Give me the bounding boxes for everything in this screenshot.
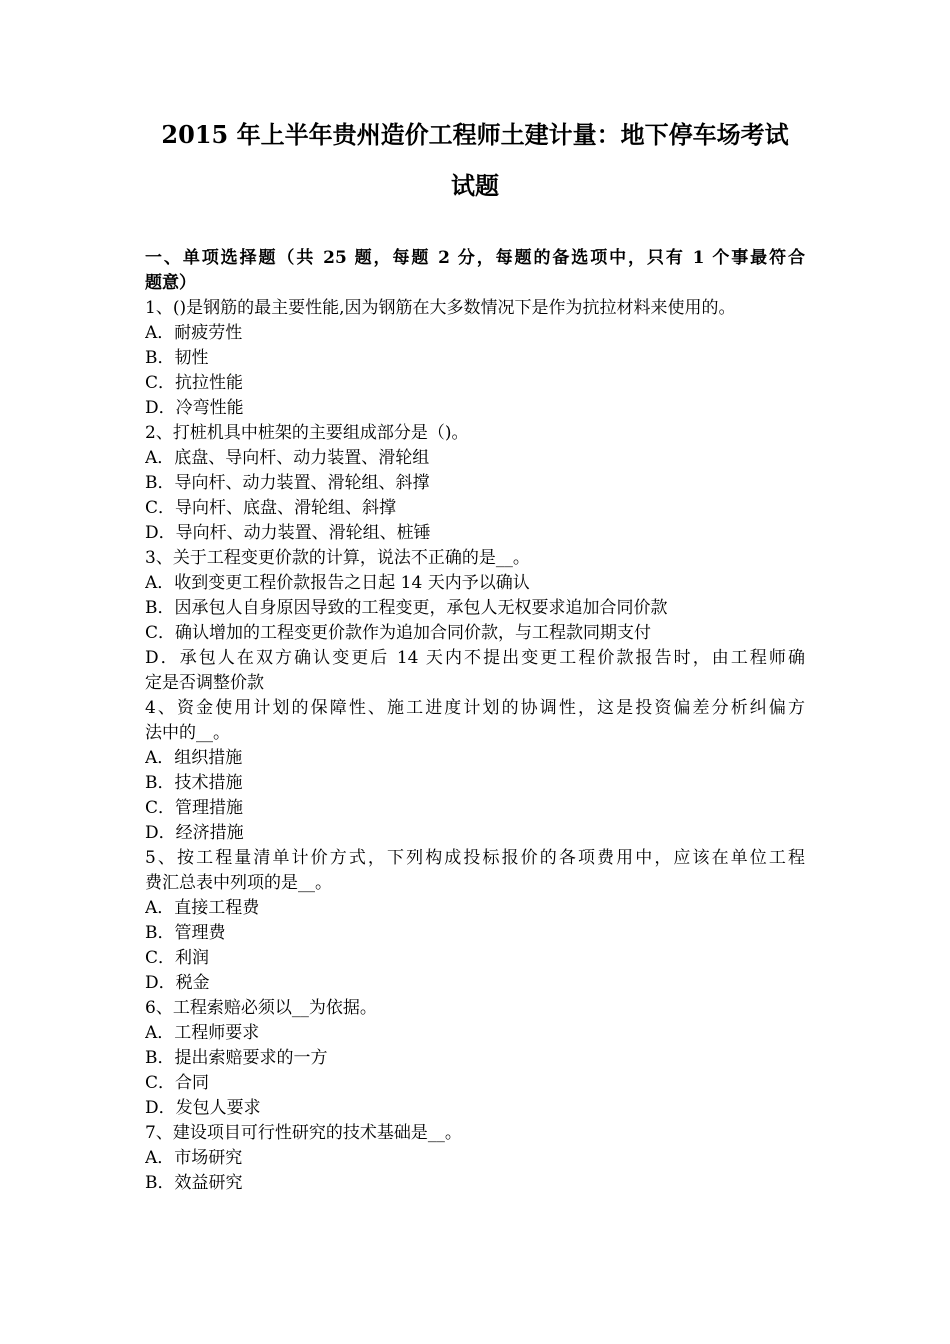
option-b: B．因承包人自身原因导致的工程变更，承包人无权要求追加合同价款 [145,598,668,618]
option-b: B．效益研究 [145,1173,243,1193]
question-stem: 3、关于工程变更价款的计算，说法不正确的是__。 [145,548,530,568]
question-3 [145,546,805,696]
option-a: A．直接工程费 [145,898,260,918]
question-5 [145,846,805,996]
question-7 [145,1121,805,1196]
question-1 [145,296,805,421]
option-d: D．承包人在双方确认变更后 14 天内不提出变更工程价款报告时，由工程师确 [145,648,805,668]
option-a: A．工程师要求 [145,1023,260,1043]
option-a: A．底盘、导向杆、动力装置、滑轮组 [145,448,430,468]
option-d: D．发包人要求 [145,1098,261,1118]
option-d: D．冷弯性能 [145,398,244,418]
option-c: C．抗拉性能 [145,373,244,393]
question-2 [145,421,805,546]
option-a: A．市场研究 [145,1148,243,1168]
question-stem: 6、工程索赔必须以__为依据。 [145,998,377,1018]
question-4 [145,696,805,846]
document-body [145,246,805,1196]
option-a: A．耐疲劳性 [145,323,243,343]
document-title-line-1: 2015 年上半年贵州造价工程师土建计量：地下停车场考试 [161,120,789,149]
option-b: B．技术措施 [145,773,243,793]
section-heading: 一、单项选择题（共 25 题，每题 2 分，每题的备选项中，只有 1 个事最符合 [145,248,805,268]
question-stem: 4、资金使用计划的保障性、施工进度计划的协调性，这是投资偏差分析纠偏方 [145,698,805,718]
question-stem: 1、()是钢筋的最主要性能,因为钢筋在大多数情况下是作为抗拉材料来使用的。 [145,298,736,318]
option-d: D．税金 [145,973,210,993]
question-stem: 7、建设项目可行性研究的技术基础是__。 [145,1123,462,1143]
option-c: C．合同 [145,1073,210,1093]
question-stem-continued: 费汇总表中列项的是__。 [145,873,332,893]
section-heading-continued: 题意） [145,273,196,293]
option-b: B．提出索赔要求的一方 [145,1048,328,1068]
option-a: A．收到变更工程价款报告之日起 14 天内予以确认 [145,573,530,593]
option-b: B．管理费 [145,923,226,943]
question-stem-continued: 法中的__。 [145,723,230,743]
option-d-continued: 定是否调整价款 [145,673,264,693]
option-c: C．导向杆、底盘、滑轮组、斜撑 [145,498,397,518]
option-c: C．确认增加的工程变更价款作为追加合同价款，与工程款同期支付 [145,623,652,643]
option-c: C．管理措施 [145,798,244,818]
question-stem: 5、按工程量清单计价方式，下列构成投标报价的各项费用中，应该在单位工程 [145,848,805,868]
option-a: A．组织措施 [145,748,243,768]
option-b: B．导向杆、动力装置、滑轮组、斜撑 [145,473,430,493]
question-stem: 2、打桩机具中桩架的主要组成部分是（)。 [145,423,469,443]
document-title-line-2: 试题 [451,171,499,200]
option-b: B．韧性 [145,348,209,368]
option-d: D．经济措施 [145,823,244,843]
option-c: C．利润 [145,948,210,968]
option-d: D．导向杆、动力装置、滑轮组、桩锤 [145,523,431,543]
question-6 [145,996,805,1121]
